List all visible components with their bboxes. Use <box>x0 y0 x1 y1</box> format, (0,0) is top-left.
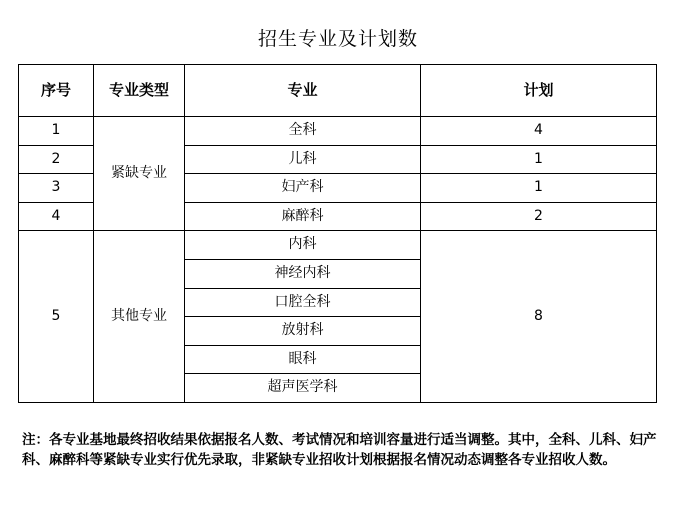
major-cell: 全科 <box>185 117 421 146</box>
header-seq: 序号 <box>19 65 94 117</box>
major-cell: 放射科 <box>185 317 421 346</box>
enrollment-plan-table <box>18 64 657 403</box>
header-major: 专业 <box>185 65 421 117</box>
major-cell: 内科 <box>185 231 421 260</box>
type-cell-shortage: 紧缺专业 <box>94 117 185 231</box>
page-title: 招生专业及计划数 <box>257 28 418 50</box>
type-cell-other: 其他专业 <box>94 231 185 403</box>
seq-cell: 3 <box>19 174 94 203</box>
plan-cell: 1 <box>421 145 657 174</box>
header-type: 专业类型 <box>94 65 185 117</box>
major-cell: 麻醉科 <box>185 202 421 231</box>
seq-cell: 2 <box>19 145 94 174</box>
seq-cell: 5 <box>19 231 94 403</box>
plan-cell: 1 <box>421 174 657 203</box>
footnote: 注：各专业基地最终招收结果依据报名人数、考试情况和培训容量进行适当调整。其中，全科、儿科、妇产科、麻醉科等紧缺专业实行优先录取，非紧缺专业招收计划根据报名情况动态调整各专业招收人数。 <box>22 432 657 468</box>
plan-cell: 8 <box>421 231 657 403</box>
major-cell: 眼科 <box>185 345 421 374</box>
major-cell: 超声医学科 <box>185 374 421 403</box>
seq-cell: 4 <box>19 202 94 231</box>
table-row <box>19 231 657 260</box>
major-cell: 口腔全科 <box>185 288 421 317</box>
plan-cell: 4 <box>421 117 657 146</box>
table-row <box>19 117 657 146</box>
plan-cell: 2 <box>421 202 657 231</box>
major-cell: 神经内科 <box>185 259 421 288</box>
seq-cell: 1 <box>19 117 94 146</box>
header-plan: 计划 <box>421 65 657 117</box>
major-cell: 儿科 <box>185 145 421 174</box>
table-header-row <box>19 65 657 117</box>
major-cell: 妇产科 <box>185 174 421 203</box>
